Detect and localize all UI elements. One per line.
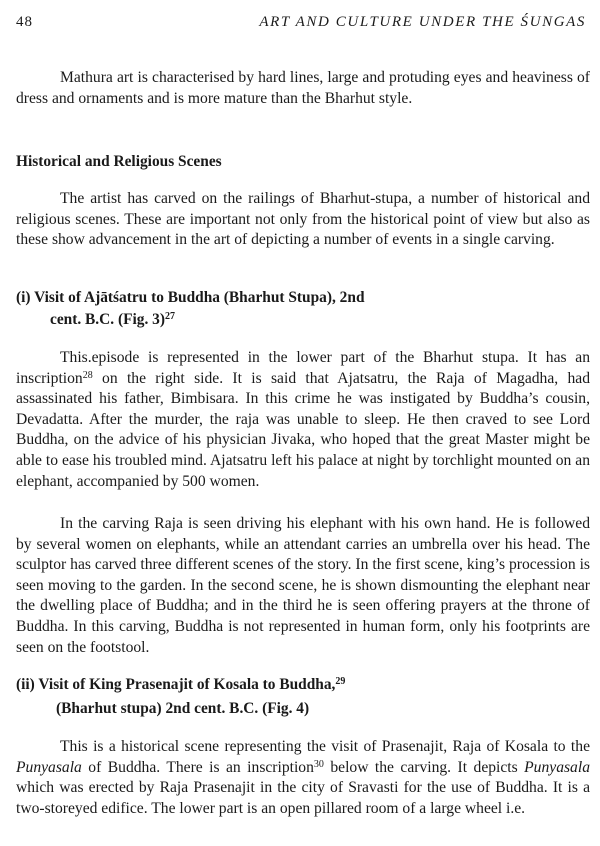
footnote-ref: 27 — [164, 311, 175, 322]
paragraph-text: This.episode is represented in the lower part of the Bharhut stupa. It has an inscription — [16, 349, 590, 387]
subsection-heading-ajatsatru-line2 — [50, 311, 175, 329]
paragraph-text: below the carving. It depicts — [323, 758, 525, 776]
paragraph-text: on the right side. It is said that Ajatsatru, the Raja of Magadha, had assassinated his father, Bimbisara. In this crime he was instigated by Buddha’s cousin, Devadatta. After the murder, the raja was unable to sleep. He then craved to see Lord Buddha, on the advice of his physician Jivaka, who hoped that the great Master might be able to ease his troubled mind. Ajatsatru left his palace at night by torchlight mounted on an elephant, accompanied by 500 women. — [16, 369, 590, 490]
ajatsatru-paragraph-2: In the carving Raja is seen driving his elephant with his own hand. He is followed by several women on elephants, while an attendant carries an umbrella over his head. The sculptor has carved three different scenes of the story. In the first scene, king’s procession is seen moving to the garden. In the second scene, he is shown dismounting the elephant near the dwelling place of Buddha; and in the third he is seen offering prayers at the throne of Buddha. In this carving, Buddha is not represented in human form, only his footprints are seen on the footstool. — [16, 515, 590, 656]
page-number: 48 — [16, 14, 33, 30]
subsection-heading-ajatsatru-line1: (i) Visit of Ajātśatru to Buddha (Bharhut Stupa), 2nd — [16, 289, 365, 306]
section1-paragraph: The artist has carved on the railings of Bharhut-stupa, a number of historical and religious scenes. These are important not only from the historical point of view but also as these show advancement in the art of depicting a number of events in a single carving. — [16, 190, 590, 249]
paragraph-text: of Buddha. There is an inscription — [81, 758, 314, 776]
intro-paragraph: Mathura art is characterised by hard lines, large and protuding eyes and heaviness of dress and ornaments and is more mature than the Bharhut style. — [16, 69, 590, 107]
running-head: ART AND CULTURE UNDER THE ŚUNGAS — [259, 14, 586, 30]
ajatsatru-paragraph-1 — [16, 348, 590, 492]
heading-text: cent. B.C. (Fig. 3) — [50, 311, 165, 328]
footnote-ref: 29 — [335, 676, 346, 687]
subsection-heading-prasenajit-line1 — [16, 676, 345, 694]
subsection-heading-prasenajit-line2: (Bharhut stupa) 2nd cent. B.C. (Fig. 4) — [56, 700, 310, 717]
prasenajit-paragraph — [16, 737, 590, 819]
section-heading-historical-religious: Historical and Religious Scenes — [16, 153, 222, 170]
italic-term: Punyasala — [524, 758, 590, 776]
heading-text: (ii) Visit of King Prasenajit of Kosala to Buddha, — [16, 676, 336, 693]
paragraph-text: This is a historical scene representing the visit of Prasenajit, Raja of Kosala to the — [60, 738, 590, 755]
footnote-ref: 28 — [82, 369, 93, 381]
footnote-ref: 30 — [313, 758, 324, 770]
italic-term: Punyasala — [16, 758, 82, 776]
paragraph-text: which was erected by Raja Prasenajit in the city of Sravasti for the use of Buddha. It is a two-storeyed edifice. The lower part is an open pillared room of a large wheel i.e. — [16, 779, 590, 817]
